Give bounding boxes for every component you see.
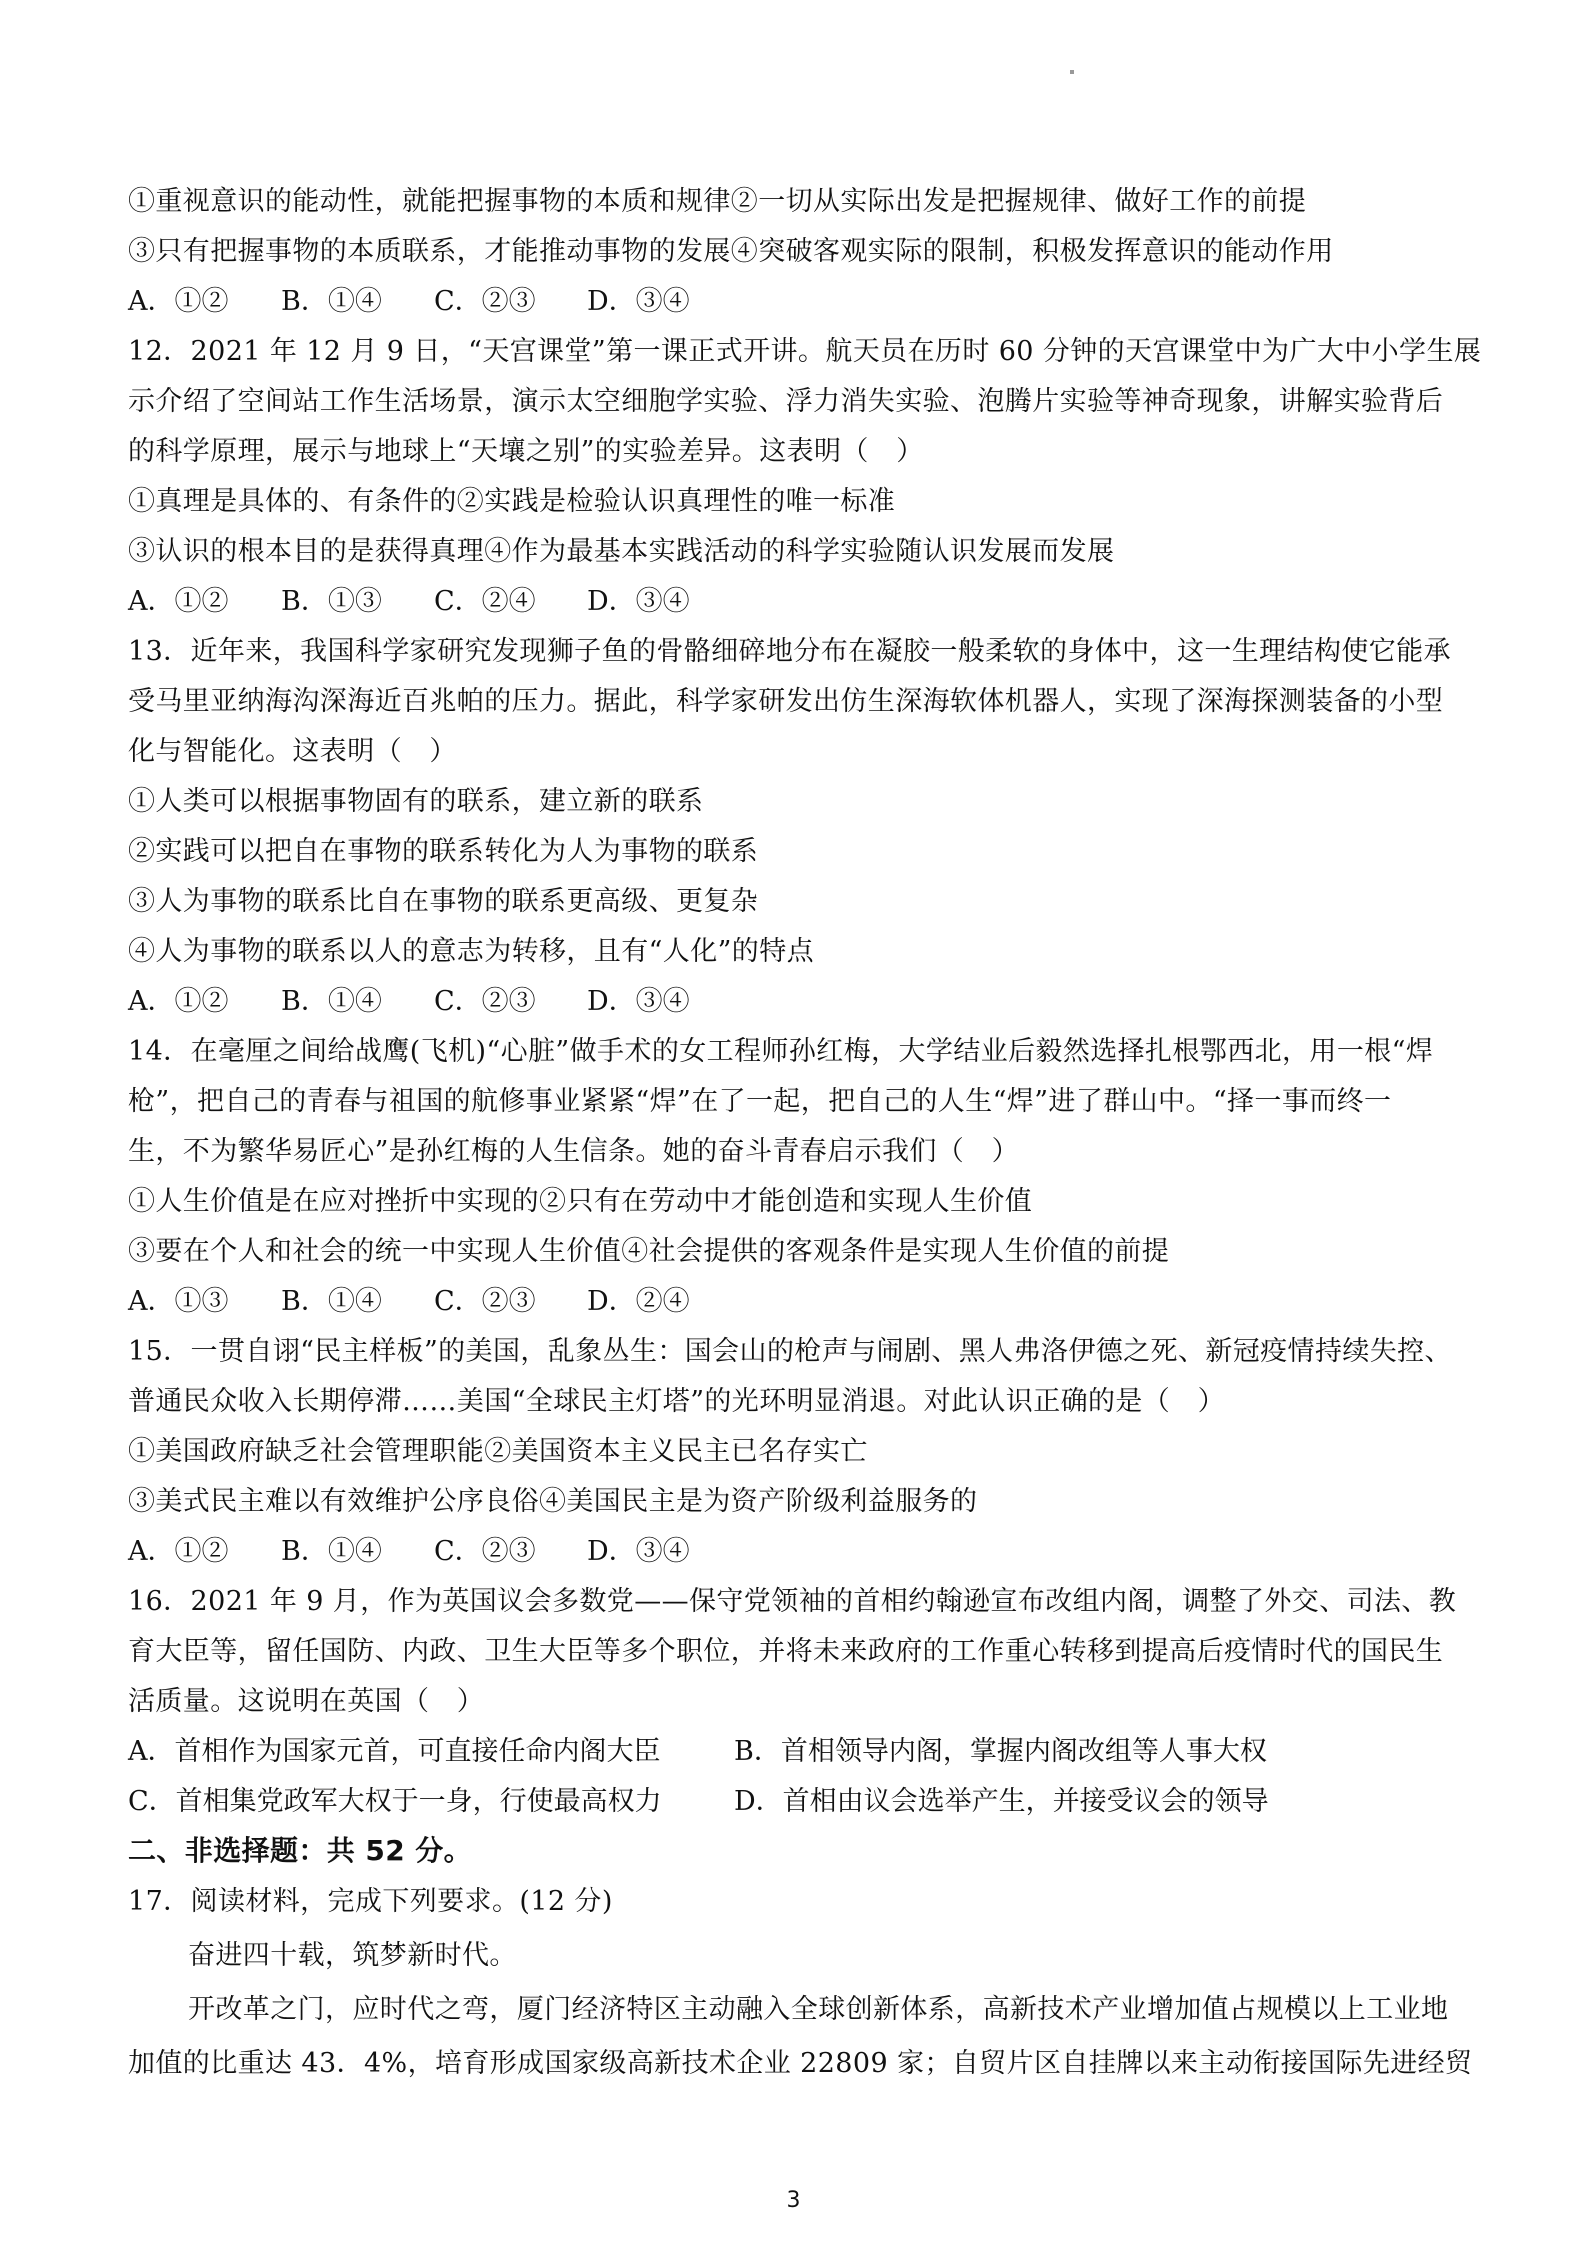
q15-choice-b: B．①④	[281, 1536, 382, 1567]
q16-stem-line-3: 活质量。这说明在英国（ ）	[128, 1686, 485, 1717]
page-number: 3	[786, 2188, 801, 2213]
q17-paragraph-2-line-1: 开改革之门，应时代之弯，厦门经济特区主动融入全球创新体系，高新技术产业增加值占规模以上工业地	[188, 1994, 1449, 2025]
q13-stem-line-2: 受马里亚纳海沟深海近百兆帕的压力。据此，科学家研发出仿生深海软体机器人，实现了深海探测装备的小型	[128, 686, 1444, 717]
q14-choice-d: D．②④	[587, 1286, 690, 1317]
q15-choice-a: A．①②	[128, 1536, 229, 1567]
q15-stem-line-2: 普通民众收入长期停滞……美国“全球民主灯塔”的光环明显消退。对此认识正确的是（ ）	[128, 1386, 1226, 1417]
q14-stem-line-2: 枪”，把自己的青春与祖国的航修事业紧紧“焊”在了一起，把自己的人生“焊”进了群山中。“择一事而终一	[128, 1086, 1392, 1117]
q17-paragraph-2-line-2: 加值的比重达 43．4%，培育形成国家级高新技术企业 22809 家；自贸片区自挂牌以来主动衔接国际先进经贸	[128, 2048, 1473, 2079]
q12-choice-c: C．②④	[434, 586, 536, 617]
q12-stem-line-1: 12．2021 年 12 月 9 日，“天宫课堂”第一课正式开讲。航天员在历时 60 分钟的天宫课堂中为广大中小学生展	[128, 336, 1482, 367]
q11-choice-a: A．①②	[128, 286, 229, 317]
q14-stem-line-1: 14．在毫厘之间给战鹰(飞机)“心脏”做手术的女工程师孙红梅，大学结业后毅然选择扎根鄂西北，用一根“焊	[128, 1036, 1434, 1067]
q14-choice-a: A．①③	[128, 1286, 229, 1317]
q15-stem-line-1: 15．一贯自诩“民主样板”的美国，乱象丛生：国会山的枪声与闹剧、黑人弗洛伊德之死、新冠疫情持续失控、	[128, 1336, 1452, 1367]
q16-stem-line-1: 16．2021 年 9 月，作为英国议会多数党——保守党领袖的首相约翰逊宣布改组内阁，调整了外交、司法、教	[128, 1586, 1457, 1617]
q15-option-line-2: ③美式民主难以有效维护公序良俗④美国民主是为资产阶级利益服务的	[128, 1486, 978, 1517]
q13-choice-d: D．③④	[587, 986, 690, 1017]
q13-option-1: ①人类可以根据事物固有的联系，建立新的联系	[128, 786, 704, 817]
q11-choices	[128, 282, 690, 322]
q11-choice-b: B．①④	[281, 286, 382, 317]
q12-option-line-2: ③认识的根本目的是获得真理④作为最基本实践活动的科学实验随认识发展而发展	[128, 536, 1115, 567]
q11-choice-d: D．③④	[587, 286, 690, 317]
q11-option-line-2: ③只有把握事物的本质联系，才能推动事物的发展④突破客观实际的限制，积极发挥意识的能动作用	[128, 236, 1334, 267]
q13-choice-a: A．①②	[128, 986, 229, 1017]
q12-choice-a: A．①②	[128, 586, 229, 617]
q13-option-2: ②实践可以把自在事物的联系转化为人为事物的联系	[128, 836, 759, 867]
q14-option-line-2: ③要在个人和社会的统一中实现人生价值④社会提供的客观条件是实现人生价值的前提	[128, 1236, 1170, 1267]
q16-choice-d: D．首相由议会选举产生，并接受议会的领导	[734, 1786, 1269, 1817]
q14-choice-b: B．①④	[281, 1286, 382, 1317]
q12-choice-d: D．③④	[587, 586, 690, 617]
q13-option-3: ③人为事物的联系比自在事物的联系更高级、更复杂	[128, 886, 759, 917]
q15-choice-d: D．③④	[587, 1536, 690, 1567]
q12-stem-line-3: 的科学原理，展示与地球上“天壤之别”的实验差异。这表明（ ）	[128, 436, 924, 467]
q16-choice-a: A．首相作为国家元首，可直接任命内阁大臣	[128, 1736, 661, 1767]
q17-stem: 17．阅读材料，完成下列要求。(12 分)	[128, 1886, 613, 1917]
q15-choices	[128, 1532, 690, 1572]
q13-choice-b: B．①④	[281, 986, 382, 1017]
q13-option-4: ④人为事物的联系以人的意志为转移，且有“人化”的特点	[128, 936, 815, 967]
q12-choice-b: B．①③	[281, 586, 382, 617]
q12-option-line-1: ①真理是具体的、有条件的②实践是检验认识真理性的唯一标准	[128, 486, 896, 517]
q15-choice-c: C．②③	[434, 1536, 536, 1567]
q14-choice-c: C．②③	[434, 1286, 536, 1317]
q16-choice-b: B．首相领导内阁，掌握内阁改组等人事大权	[734, 1736, 1267, 1767]
q11-choice-c: C．②③	[434, 286, 536, 317]
q12-choices	[128, 582, 690, 622]
q15-option-line-1: ①美国政府缺乏社会管理职能②美国资本主义民主已名存实亡	[128, 1436, 868, 1467]
q16-stem-line-2: 育大臣等，留任国防、内政、卫生大臣等多个职位，并将未来政府的工作重心转移到提高后疫情时代的国民生	[128, 1636, 1444, 1667]
q12-stem-line-2: 示介绍了空间站工作生活场景，演示太空细胞学实验、浮力消失实验、泡腾片实验等神奇现象，讲解实验背后	[128, 386, 1444, 417]
q14-stem-line-3: 生，不为繁华易匠心”是孙红梅的人生信条。她的奋斗青春启示我们（ ）	[128, 1136, 1020, 1167]
q11-option-line-1: ①重视意识的能动性，就能把握事物的本质和规律②一切从实际出发是把握规律、做好工作的前提	[128, 186, 1307, 217]
section-heading: 二、非选择题：共 52 分。	[128, 1834, 473, 1867]
q17-paragraph-1: 奋进四十载，筑梦新时代。	[188, 1940, 517, 1971]
q13-stem-line-1: 13．近年来，我国科学家研究发现狮子鱼的骨骼细碎地分布在凝胶一般柔软的身体中，这一生理结构使它能承	[128, 636, 1451, 667]
q13-stem-line-3: 化与智能化。这表明（ ）	[128, 736, 457, 767]
q13-choice-c: C．②③	[434, 986, 536, 1017]
q16-choice-c: C．首相集党政军大权于一身，行使最高权力	[128, 1786, 662, 1817]
scan-mark	[1070, 70, 1074, 74]
q13-choices	[128, 982, 690, 1022]
q14-option-line-1: ①人生价值是在应对挫折中实现的②只有在劳动中才能创造和实现人生价值	[128, 1186, 1033, 1217]
q14-choices	[128, 1282, 690, 1322]
